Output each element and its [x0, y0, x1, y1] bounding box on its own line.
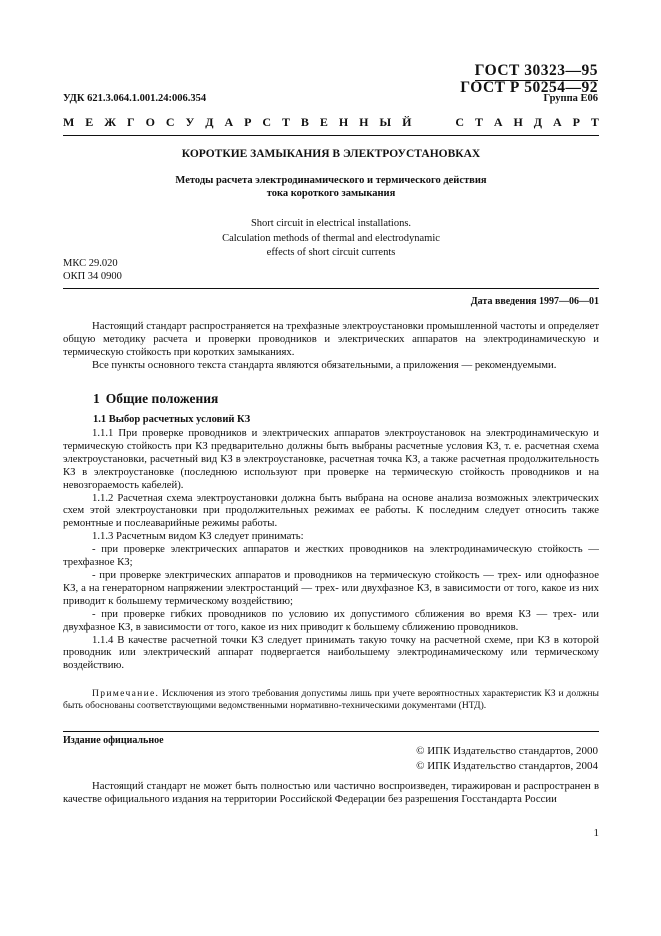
intro-text — [63, 320, 599, 372]
classification-codes — [63, 257, 122, 283]
standard-letter: Н — [513, 115, 523, 129]
interstate-letter: Н — [338, 115, 349, 129]
interstate-letter: Р — [244, 115, 252, 129]
udk-code: УДК 621.3.064.1.001.24:006.354 — [63, 93, 207, 104]
interstate-letter: Т — [281, 115, 290, 129]
okp-code: ОКП 34 0900 — [63, 271, 122, 282]
note — [63, 688, 599, 712]
interstate-letter: Г — [127, 115, 135, 129]
interstate-standard-heading — [63, 115, 599, 130]
gost-number-1: ГОСТ 30323—95 — [474, 62, 598, 79]
standard-letter: Д — [533, 115, 543, 129]
copyright-2000: © ИПК Издательство стандартов, 2000 — [416, 745, 598, 757]
english-line-2: Calculation methods of thermal and electrodynamic — [222, 232, 440, 244]
interstate-letter: У — [185, 115, 195, 129]
paragraph-1-1-3: 1.1.3 Расчетным видом КЗ следует принимать: — [92, 530, 304, 543]
interstate-letter: Ы — [379, 115, 392, 129]
section-body — [63, 427, 599, 672]
page-number: 1 — [593, 827, 599, 839]
document-subtitle — [63, 174, 599, 200]
reproduction-notice — [63, 780, 599, 806]
standard-letter: Т — [474, 115, 483, 129]
subtitle-line-1: Методы расчета электродинамического и термического действия — [175, 175, 487, 186]
section-title: Общие положения — [105, 391, 219, 406]
subsection-heading: 1.1 Выбор расчетных условий КЗ — [93, 414, 251, 425]
group-code: Группа Е06 — [543, 93, 598, 104]
english-line-3: effects of short circuit currents — [266, 247, 396, 258]
standard-letter: Р — [572, 115, 580, 129]
list-item: - при проверке электрических аппаратов и жестких проводников на электродинамическую стойкость — трехфазное КЗ; — [63, 543, 599, 569]
paragraph-1-1-1: 1.1.1 При проверке проводников и электрических аппаратов электроустановок на электродинамическую и термическую стойкость при КЗ предварительно должны быть выбраны расчетные условия КЗ, т. е. расчетная схема электроустановки, расчетный вид КЗ в электроустановке, расчетная точка КЗ, а также расчетная продолжительность КЗ в электроустановке (последнюю используют при проверке на термическую стойкость проводников и на невозгораемость кабелей). — [63, 427, 599, 491]
gost-number-2: ГОСТ Р 50254—92 — [460, 79, 598, 96]
section-number: 1 — [93, 391, 100, 406]
intro-paragraph-2: Все пункты основного текста стандарта являются обязательными, а приложения — рекомендуемыми. — [92, 358, 557, 371]
standard-letter: Т — [590, 115, 599, 129]
english-title — [63, 217, 599, 261]
intro-paragraph-1: Настоящий стандарт распространяется на трехфазные электроустановки промышленной частоты и определяет общую методику расчета и проверки проводников и электрических аппаратов на электродинамическую и термическую стойкость при коротких замыканиях. — [63, 320, 599, 358]
list-item: - при проверке электрических аппаратов и проводников на термическую стойкость — трех- или однофазное КЗ, а на генераторном напряжении электростанций — трех- или двухфазное КЗ, в зависимости от того, какое из них приводит к большему термическому воздействию; — [63, 568, 599, 607]
interstate-letter: С — [262, 115, 272, 129]
english-line-1: Short circuit in electrical installations. — [250, 218, 412, 229]
standard-letter: А — [493, 115, 503, 129]
interstate-letter: Н — [359, 115, 369, 129]
heading-word-gap — [422, 115, 444, 130]
copyright-2004: © ИПК Издательство стандартов, 2004 — [416, 760, 598, 772]
paragraph-1-1-2: 1.1.2 Расчетная схема электроустановки должна быть выбрана на основе анализа возможных электрических схем этой электроустановки при продолжительных режимах ее работы. К последним следует относить также ремонтные и послеаварийные режимы работы. — [63, 491, 599, 530]
note-label: Примечание. — [92, 688, 160, 699]
codes-divider — [63, 288, 599, 289]
standard-letter: А — [552, 115, 562, 129]
interstate-letter: С — [165, 115, 175, 129]
official-edition-label: Издание официальное — [63, 735, 164, 746]
notice-text: Настоящий стандарт не может быть полностью или частично воспроизведен, тиражирован и распространен в качестве официального издания на территории Российской Федерации без разрешения Госстандарта России — [63, 780, 599, 805]
interstate-letter: О — [145, 115, 155, 129]
list-item: - при проверке гибких проводников по условию их допустимого сближения во время КЗ — трех- или двухфазное КЗ, в зависимости от того, какое из них приводит к большему сближению проводников. — [63, 607, 599, 633]
interstate-letter: Й — [402, 115, 412, 129]
header-divider — [63, 135, 599, 136]
interstate-letter: Е — [85, 115, 94, 129]
document-title: КОРОТКИЕ ЗАМЫКАНИЯ В ЭЛЕКТРОУСТАНОВКАХ — [181, 148, 481, 160]
interstate-letter: В — [300, 115, 309, 129]
paragraph-1-1-4: 1.1.4 В качестве расчетной точки КЗ следует принимать такую точку на расчетной схеме, при КЗ в которой проводник или электрический аппарат подвергается наибольшему электродинамическому или термическому воздействию. — [63, 633, 599, 672]
note-text: Исключения из этого требования допустимы лишь при учете вероятностных характеристик КЗ и должны быть обоснованы соответствующими ведомственными нормативно-техническими документами (НТД). — [63, 688, 599, 711]
interstate-letter: Е — [319, 115, 328, 129]
footer-divider — [63, 731, 599, 732]
interstate-letter: Д — [205, 115, 214, 129]
mks-code: МКС 29.020 — [63, 258, 118, 269]
section-heading — [93, 391, 224, 407]
subtitle-line-2: тока короткого замыкания — [266, 188, 396, 199]
standard-letter: С — [455, 115, 464, 129]
interstate-letter: А — [224, 115, 234, 129]
interstate-letter: М — [63, 115, 75, 129]
introduction-date: Дата введения 1997—06—01 — [470, 296, 599, 307]
interstate-letter: Ж — [104, 115, 117, 129]
